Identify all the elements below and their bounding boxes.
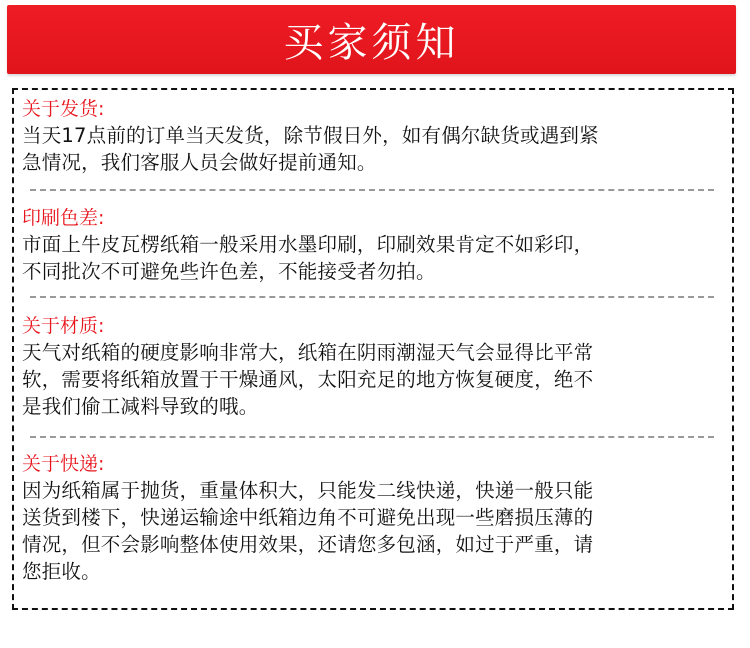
section-body: 当天17点前的订单当天发货，除节假日外，如有偶尔缺货或遇到紧 急情况，我们客服人员会做好提前通知。 (22, 124, 599, 174)
section-heading: 关于材质: (22, 315, 105, 337)
section-heading: 关于快递: (22, 453, 105, 475)
section-heading: 关于发货: (22, 98, 105, 120)
section-divider (30, 189, 714, 191)
section-body: 天气对纸箱的硬度影响非常大，纸箱在阴雨潮湿天气会显得比平常 软，需要将纸箱放置于干燥通风，太阳充足的地方恢复硬度，绝不 是我们偷工减料导致的哦。 (22, 341, 594, 418)
section-shipping (22, 96, 722, 176)
section-heading: 印刷色差: (22, 207, 105, 229)
section-material (22, 313, 722, 420)
section-courier (22, 451, 722, 585)
title-banner (7, 5, 736, 74)
section-print-color (22, 205, 722, 285)
section-divider (30, 436, 714, 438)
section-body: 市面上牛皮瓦楞纸箱一般采用水墨印刷，印刷效果肯定不如彩印， 不同批次不可避免些许色差，不能接受者勿拍。 (22, 233, 594, 283)
section-divider (30, 296, 714, 298)
page-title: 买家须知 (283, 20, 460, 66)
section-body: 因为纸箱属于抛货，重量体积大，只能发二线快递，快递一般只能 送货到楼下，快递运输途中纸箱边角不可避免出现一些磨损压薄的 情况，但不会影响整体使用效果，还请您多包涵，如过于严重，请 您拒收。 (22, 479, 594, 583)
